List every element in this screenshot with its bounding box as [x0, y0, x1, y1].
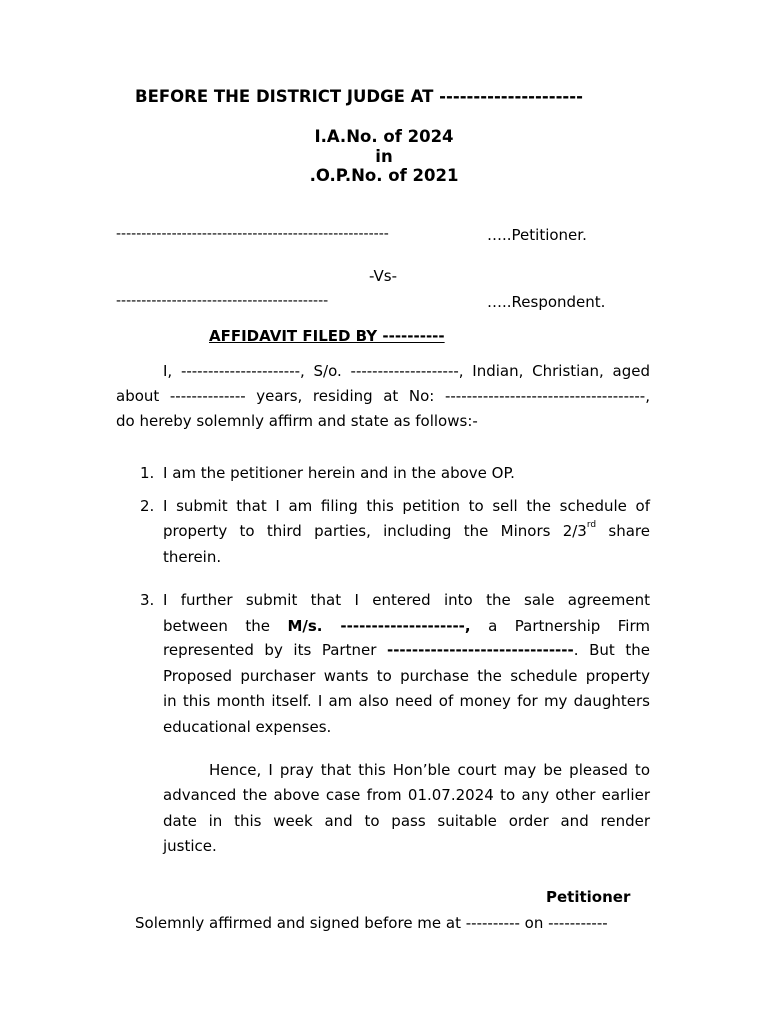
- versus-label: -Vs-: [369, 267, 398, 285]
- item-2-line-3: therein.: [163, 548, 222, 566]
- item-2-line-1: I submit that I am filing this petition to sell the schedule of: [163, 497, 650, 515]
- op-number: .O.P.No. of 2021: [309, 166, 459, 185]
- item-1-number: 1.: [140, 464, 155, 482]
- affirmation-line: Solemnly affirmed and signed before me at ---------- on -----------: [135, 914, 608, 932]
- item-3-line-3-text: represented by its Partner: [163, 641, 387, 659]
- intro-line-2: about -------------- years, residing at No: -------------------------------------,: [116, 387, 650, 405]
- intro-line-1: I, ----------------------, S/o. --------------------, Indian, Christian, aged: [163, 362, 650, 380]
- item-3-line-5: in this month itself. I am also need of money for my daughters: [163, 692, 650, 710]
- item-3-line-2: [163, 617, 650, 635]
- item-3-line-1: I further submit that I entered into the sale agreement: [163, 591, 650, 609]
- court-heading: BEFORE THE DISTRICT JUDGE AT ---------------------: [135, 87, 583, 106]
- item-3-line-3-tail: . But the: [573, 641, 650, 659]
- petitioner-label: …..Petitioner.: [487, 226, 587, 244]
- ia-number: I.A.No. of 2024: [314, 127, 454, 146]
- prayer-line-1: Hence, I pray that this Hon’ble court may be pleased to: [209, 761, 650, 779]
- item-3-line-2-text: between the: [163, 617, 288, 635]
- firm-name-blank: M/s. --------------------,: [287, 617, 471, 635]
- item-3-line-2-tail: a Partnership Firm: [470, 617, 650, 635]
- item-3-line-3: [163, 641, 650, 659]
- item-2-line-2-text: property to third parties, including the Minors 2/3: [163, 522, 587, 540]
- item-2-number: 2.: [140, 497, 155, 515]
- ordinal-superscript: rd: [586, 520, 597, 530]
- item-1-text: I am the petitioner herein and in the above OP.: [163, 464, 515, 482]
- petitioner-name-blank: ------------------------------------------------------: [116, 226, 389, 242]
- affidavit-heading: AFFIDAVIT FILED BY ----------: [209, 327, 445, 345]
- item-2-line-2-tail: share: [596, 522, 650, 540]
- item-3-line-4: Proposed purchaser wants to purchase the schedule property: [163, 667, 650, 685]
- petitioner-signature-label: Petitioner: [546, 888, 631, 906]
- prayer-line-2: advanced the above case from 01.07.2024 to any other earlier: [163, 786, 650, 804]
- item-3-number: 3.: [140, 591, 155, 609]
- prayer-line-3: date in this week and to pass suitable order and render: [163, 812, 650, 830]
- in-connector: in: [375, 147, 393, 166]
- respondent-label: …..Respondent.: [487, 293, 606, 311]
- intro-line-3: do hereby solemnly affirm and state as follows:-: [116, 412, 478, 430]
- item-3-line-6: educational expenses.: [163, 718, 332, 736]
- respondent-name-blank: ------------------------------------------: [116, 293, 329, 309]
- prayer-line-4: justice.: [163, 837, 217, 855]
- partner-name-blank: ------------------------------: [386, 641, 574, 659]
- item-2-line-2: [163, 522, 650, 540]
